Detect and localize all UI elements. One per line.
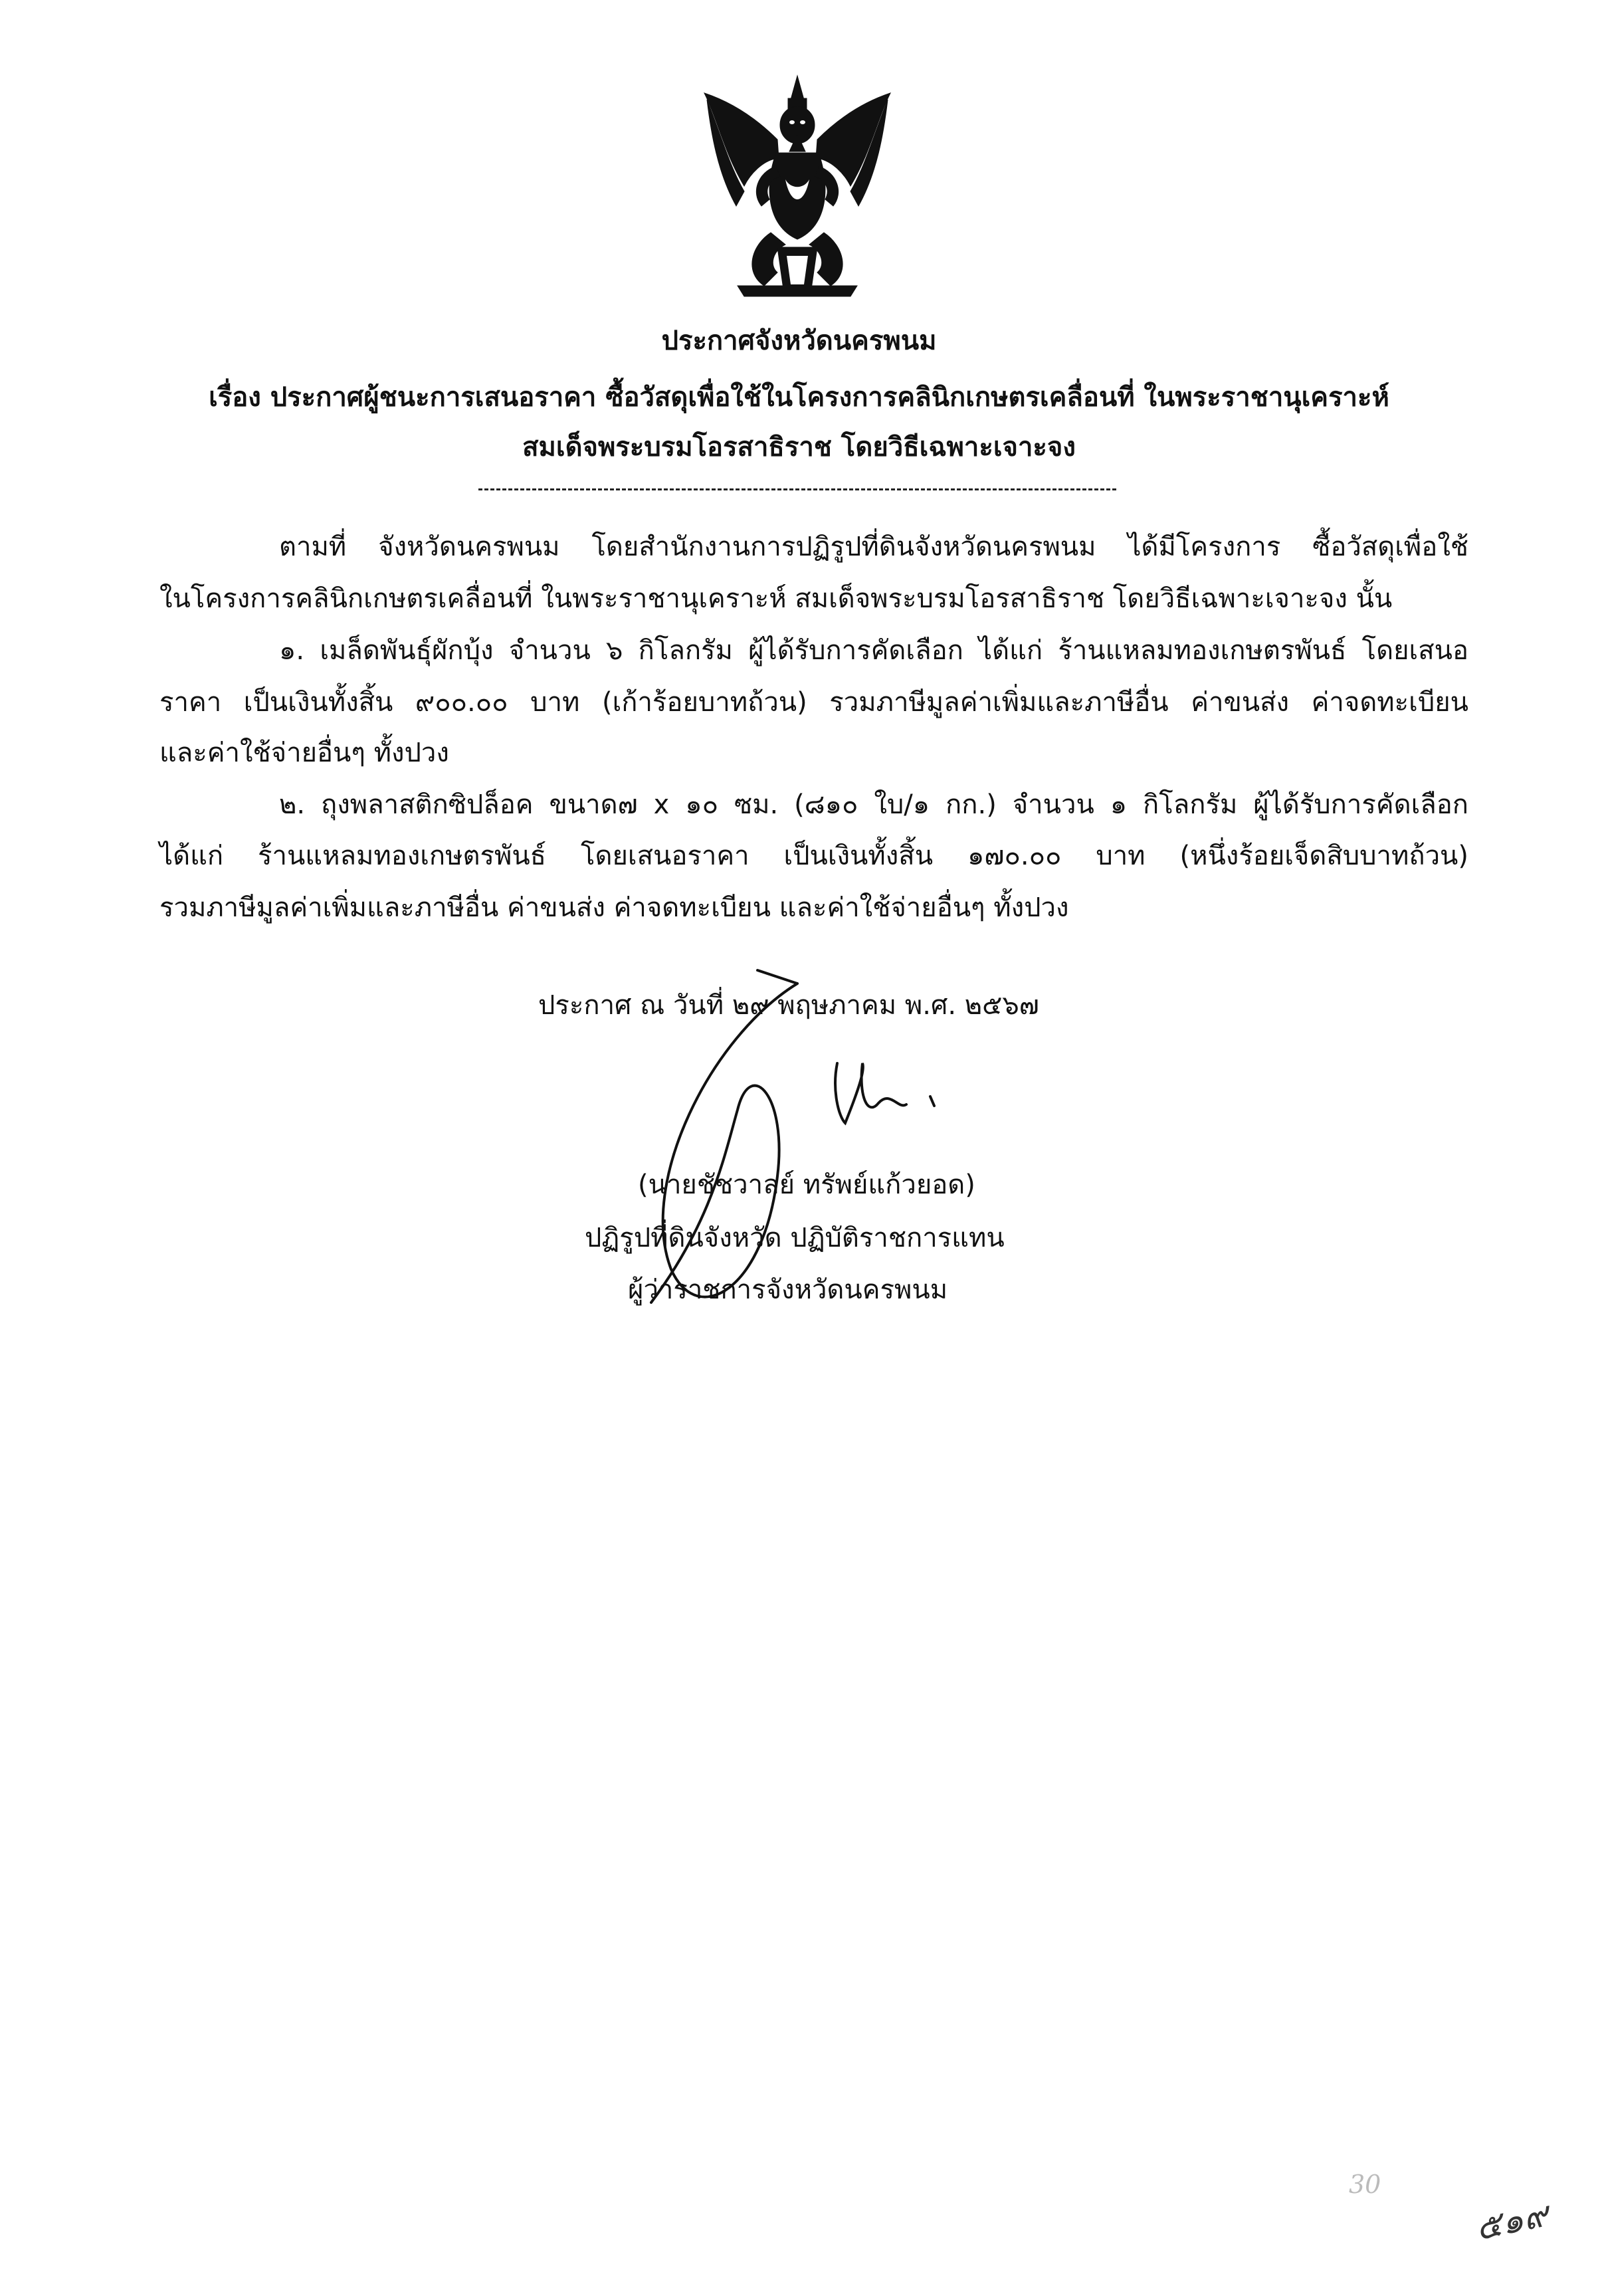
page-mark: 30	[1349, 2170, 1381, 2199]
signatory-position-1: ปฏิรูปที่ดินจังหวัด ปฏิบัติราชการแทน	[585, 1223, 1005, 1253]
item1-line-3: และค่าใช้จ่ายอื่นๆ ทั้งปวง	[159, 738, 449, 768]
title-separator	[478, 488, 1116, 490]
item2-line-3: รวมภาษีมูลค่าเพิ่มและภาษีอื่น ค่าขนส่ง ค่าจดทะเบียน และค่าใช้จ่ายอื่นๆ ทั้งปวง	[159, 892, 1069, 923]
announce-date: ประกาศ ณ วันที่ ๒๙ พฤษภาคม พ.ศ. ๒๕๖๗	[538, 990, 1039, 1021]
folio-number: ๕๑๙	[1472, 2194, 1552, 2249]
signatory-name: (นายชัชวาลย์ ทรัพย์แก้วยอด)	[638, 1170, 975, 1200]
item1-line-2: ราคา เป็นเงินทั้งสิ้น ๙๐๐.๐๐ บาท (เก้าร้อยบาทถ้วน) รวมภาษีมูลค่าเพิ่มและภาษีอื่น ค่าขนส่ง ค่าจดทะเบียน	[159, 687, 1468, 718]
announcement-org: ประกาศจังหวัดนครพนม	[661, 326, 937, 356]
item2-line-2: ได้แก่ ร้านแหลมทองเกษตรพันธ์ โดยเสนอราคา เป็นเงินทั้งสิ้น ๑๗๐.๐๐ บาท (หนึ่งร้อยเจ็ดสิบบาทถ้วน)	[159, 841, 1468, 871]
item1-line-1: ๑. เมล็ดพันธุ์ผักบุ้ง จำนวน ๖ กิโลกรัม ผู้ได้รับการคัดเลือก ได้แก่ ร้านแหลมทองเกษตรพันธ์ โดยเสนอ	[279, 635, 1468, 666]
intro-line-1: ตามที่ จังหวัดนครพนม โดยสำนักงานการปฏิรูปที่ดินจังหวัดนครพนม ได้มีโครงการ ซื้อวัสดุเพื่อใช้	[279, 532, 1468, 562]
signatory-position-2: ผู้ว่าราชการจังหวัดนครพนม	[628, 1275, 948, 1305]
subject-line-2: สมเด็จพระบรมโอรสาธิราช โดยวิธีเฉพาะเจาะจง	[522, 432, 1076, 463]
subject-line-1: เรื่อง ประกาศผู้ชนะการเสนอราคา ซื้อวัสดุเพื่อใช้ในโครงการคลินิกเกษตรเคลื่อนที่ ในพระราชานุเคราะห์	[209, 382, 1389, 413]
item2-line-1: ๒. ถุงพลาสติกซิปล็อค ขนาด๗ x ๑๐ ซม. (๘๑๐ ใบ/๑ กก.) จำนวน ๑ กิโลกรัม ผู้ได้รับการคัดเลือก	[279, 789, 1468, 820]
intro-line-2: ในโครงการคลินิกเกษตรเคลื่อนที่ ในพระราชานุเคราะห์ สมเด็จพระบรมโอรสาธิราช โดยวิธีเฉพาะเจาะจง นั้น	[159, 583, 1393, 614]
garuda-emblem-icon	[698, 73, 897, 299]
